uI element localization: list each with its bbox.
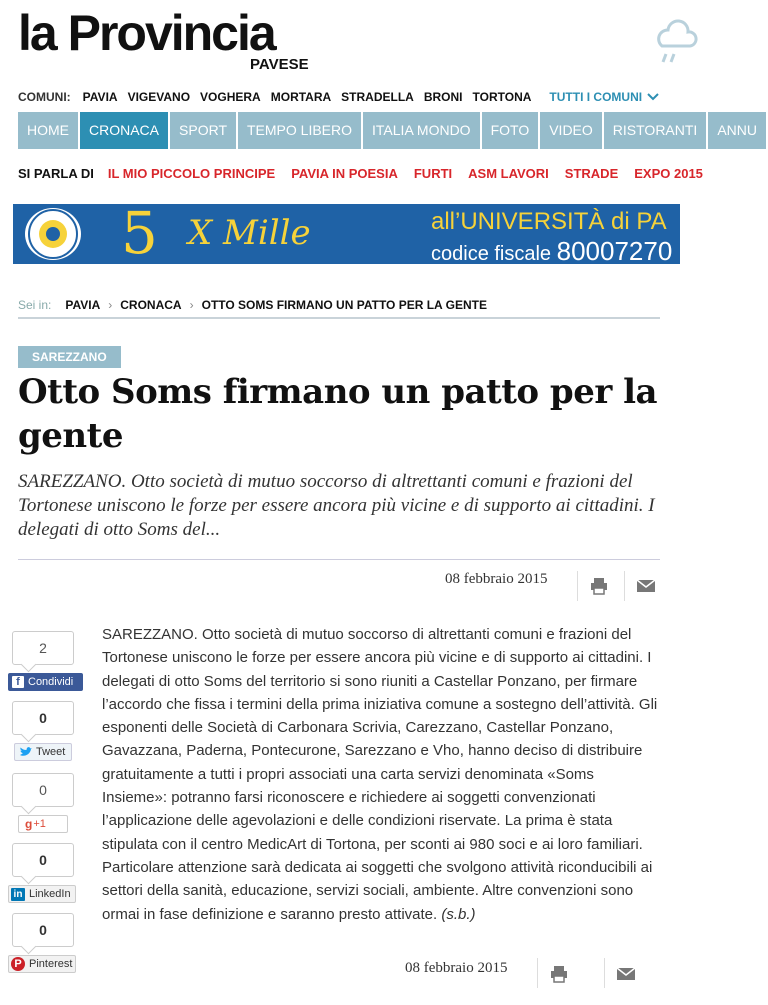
- article-title: Otto Soms firmano un patto per la gente: [18, 372, 658, 456]
- banner-xmille: X Mille: [188, 213, 311, 253]
- breadcrumb-separator: ›: [108, 298, 113, 312]
- divider: [537, 958, 538, 988]
- banner-five: 5: [121, 199, 158, 267]
- linkedin-label: LinkedIn: [29, 888, 71, 900]
- banner-cf-label: codice fiscale: [431, 243, 552, 265]
- university-seal-icon: [25, 208, 81, 260]
- banner-cf-number: 80007270: [556, 236, 673, 266]
- divider: [624, 571, 625, 601]
- banner-university: all’UNIVERSITÀ di PA: [431, 208, 667, 235]
- topic-link[interactable]: STRADE: [564, 165, 619, 181]
- breadcrumb: [18, 297, 487, 313]
- weather-cloud-icon[interactable]: [652, 16, 692, 72]
- banner-fiscal-code: [431, 236, 672, 267]
- linkedin-share: [8, 843, 84, 903]
- all-comuni-label: TUTTI I COMUNI: [549, 90, 643, 104]
- divider: [18, 317, 660, 319]
- main-nav: [18, 112, 768, 149]
- print-icon[interactable]: [589, 576, 609, 596]
- twitter-count: 0: [12, 701, 74, 735]
- divider: [577, 571, 578, 601]
- twitter-bird-icon: [19, 746, 33, 758]
- gplus-count: 0: [12, 773, 74, 807]
- tab-video[interactable]: VIDEO: [540, 112, 602, 149]
- article-date: 08 febbraio 2015: [445, 571, 548, 587]
- facebook-share: [8, 631, 84, 691]
- divider: [18, 559, 660, 560]
- tab-tempo-libero[interactable]: TEMPO LIBERO: [238, 112, 361, 149]
- article-date-footer: 08 febbraio 2015: [405, 960, 508, 976]
- comune-vigevano[interactable]: VIGEVANO: [127, 90, 191, 104]
- article-body: [102, 623, 658, 926]
- topic-link[interactable]: PAVIA IN POESIA: [291, 165, 398, 181]
- comune-broni[interactable]: BRONI: [423, 90, 463, 104]
- breadcrumb-item-pavia[interactable]: PAVIA: [65, 298, 101, 312]
- comune-voghera[interactable]: VOGHERA: [200, 90, 261, 104]
- gplus-button[interactable]: [18, 815, 68, 833]
- tab-annunci[interactable]: ANNU: [708, 112, 766, 149]
- breadcrumb-item-current: OTTO SOMS FIRMANO UN PATTO PER LA GENTE: [201, 298, 487, 312]
- pinterest-share: [8, 913, 84, 973]
- comune-pavia[interactable]: PAVIA: [82, 90, 118, 104]
- comuni-bar: [18, 88, 659, 106]
- topic-link[interactable]: FURTI: [413, 165, 453, 181]
- tab-foto[interactable]: FOTO: [482, 112, 539, 149]
- linkedin-icon: in: [11, 888, 25, 901]
- facebook-count: 2: [12, 631, 74, 665]
- comune-stradella[interactable]: STRADELLA: [341, 90, 414, 104]
- tab-italia-mondo[interactable]: ITALIA MONDO: [363, 112, 480, 149]
- comuni-label: COMUNI:: [18, 90, 71, 104]
- site-logo[interactable]: [18, 5, 338, 73]
- facebook-share-button[interactable]: [8, 673, 83, 691]
- chevron-down-icon: [647, 92, 659, 102]
- print-icon[interactable]: [549, 964, 569, 984]
- logo-main-text: la Provincia: [18, 5, 275, 61]
- tweet-label: Tweet: [36, 746, 66, 758]
- divider: [604, 958, 605, 988]
- comune-mortara[interactable]: MORTARA: [270, 90, 332, 104]
- twitter-share: [8, 701, 84, 761]
- all-comuni-dropdown[interactable]: [549, 90, 659, 104]
- tab-sport[interactable]: SPORT: [170, 112, 236, 149]
- tab-ristoranti[interactable]: RISTORANTI: [604, 112, 707, 149]
- pinterest-count: 0: [12, 913, 74, 947]
- breadcrumb-item-cronaca[interactable]: CRONACA: [120, 298, 182, 312]
- gplus-share: [8, 773, 84, 833]
- tab-cronaca[interactable]: CRONACA: [80, 112, 168, 149]
- linkedin-count: 0: [12, 843, 74, 877]
- article-signature: (s.b.): [441, 905, 476, 923]
- logo-sub-text: PAVESE: [250, 56, 309, 73]
- facebook-share-label: Condividi: [28, 676, 74, 688]
- trending-label: SI PARLA DI: [18, 165, 94, 181]
- tweet-button[interactable]: [14, 743, 72, 761]
- ad-banner-5xmille[interactable]: [13, 199, 680, 267]
- gplus-icon: g: [25, 817, 33, 831]
- pinterest-share-button[interactable]: [8, 955, 76, 973]
- topic-link[interactable]: EXPO 2015: [634, 165, 703, 181]
- topic-link[interactable]: IL MIO PICCOLO PRINCIPE: [107, 165, 276, 181]
- article-body-text: SAREZZANO. Otto società di mutuo soccorso di altrettanti comuni e frazioni del Tortonese uniscono le forze per essere ancora più vicine e di supporto ai cittadini. I delegati di otto Soms del territorio si sono riuniti a Castellar Ponzano, per firmare l’accordo che fissa i termini della prima iniziativa comune a sostegno dell’attività. Gli esponenti delle Società di Carbonara Scrivia, Carezzano, Castellar Ponzano, Gavazzana, Paderna, Pontecurone, Sarezzano e Vho, hanno deciso di distribuire gratuitamente a tutti i propri associati una carta servizi denominata «Soms Insieme»: potranno farsi riconoscere e richiedere ai soggetti convenzionati l’applicazione delle agevolazioni e delle condizioni riservate. La prima è stata stipulata con il centro MedicArt di Tortona, per sconti ai 980 soci e ai loro familiari. Particolare attenzione sarà dedicata ai soggetti che svolgono attività riconducibili ai settori della sanità, educazione, servizi sociali, ambiente. Altre convenzioni sono ormai in fase definizione e saranno presto attivate.: [102, 626, 658, 923]
- article-lead: SAREZZANO. Otto società di mutuo soccorso di altrettanti comuni e frazioni del Tortonese uniscono le forze per essere ancora più vicine e di supporto ai cittadini. I delegati di otto Soms del...: [18, 471, 655, 540]
- location-tag[interactable]: SAREZZANO: [18, 346, 121, 368]
- pinterest-label: Pinterest: [29, 958, 73, 970]
- trending-topics-bar: [18, 164, 719, 182]
- topic-link[interactable]: ASM LAVORI: [468, 165, 549, 181]
- comune-tortona[interactable]: TORTONA: [472, 90, 532, 104]
- breadcrumb-separator: ›: [189, 298, 194, 312]
- email-icon[interactable]: [636, 576, 656, 596]
- pinterest-icon: P: [11, 957, 25, 971]
- gplus-label: +1: [33, 818, 46, 830]
- email-icon[interactable]: [616, 964, 636, 984]
- facebook-icon: f: [12, 676, 24, 688]
- linkedin-share-button[interactable]: [8, 885, 76, 903]
- tab-home[interactable]: HOME: [18, 112, 78, 149]
- breadcrumb-label: Sei in:: [18, 298, 52, 312]
